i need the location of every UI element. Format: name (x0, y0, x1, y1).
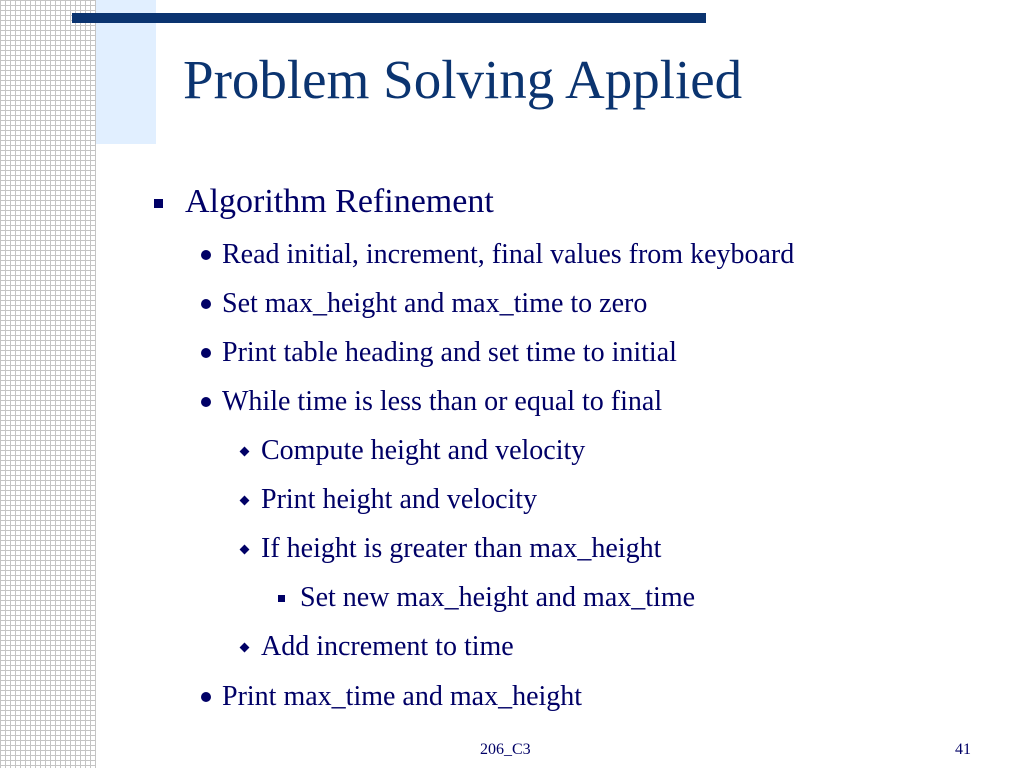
square-bullet-icon (154, 199, 163, 208)
round-bullet-icon (201, 348, 211, 358)
slide-title: Problem Solving Applied (183, 49, 743, 110)
footer-center-text: 206_C3 (480, 741, 531, 758)
grid-pattern-strip (0, 0, 96, 768)
title-accent-bar (72, 13, 706, 23)
diamond-bullet-icon (240, 643, 250, 653)
round-bullet-icon (201, 299, 211, 309)
round-bullet-icon (201, 692, 211, 702)
diamond-bullet-icon (240, 496, 250, 506)
diamond-bullet-icon (240, 447, 250, 457)
bullet-level2: Print max_time and max_height (222, 681, 583, 712)
bullet-level2: Set max_height and max_time to zero (222, 288, 648, 319)
bullet-level2: Print table heading and set time to initial (222, 337, 677, 368)
bullet-level3: Print height and velocity (261, 484, 538, 515)
bullet-level2: While time is less than or equal to final (222, 386, 663, 417)
bullet-level4: Set new max_height and max_time (300, 582, 696, 613)
bullet-level1: Algorithm Refinement (185, 183, 494, 220)
page-number: 41 (955, 741, 971, 758)
round-bullet-icon (201, 250, 211, 260)
diamond-bullet-icon (240, 545, 250, 555)
bullet-level3: Add increment to time (261, 631, 514, 662)
bullet-level3: Compute height and velocity (261, 435, 586, 466)
bullet-level2: Read initial, increment, final values from keyboard (222, 239, 795, 270)
small-square-bullet-icon (278, 595, 285, 602)
round-bullet-icon (201, 397, 211, 407)
bullet-level3: If height is greater than max_height (261, 533, 662, 564)
